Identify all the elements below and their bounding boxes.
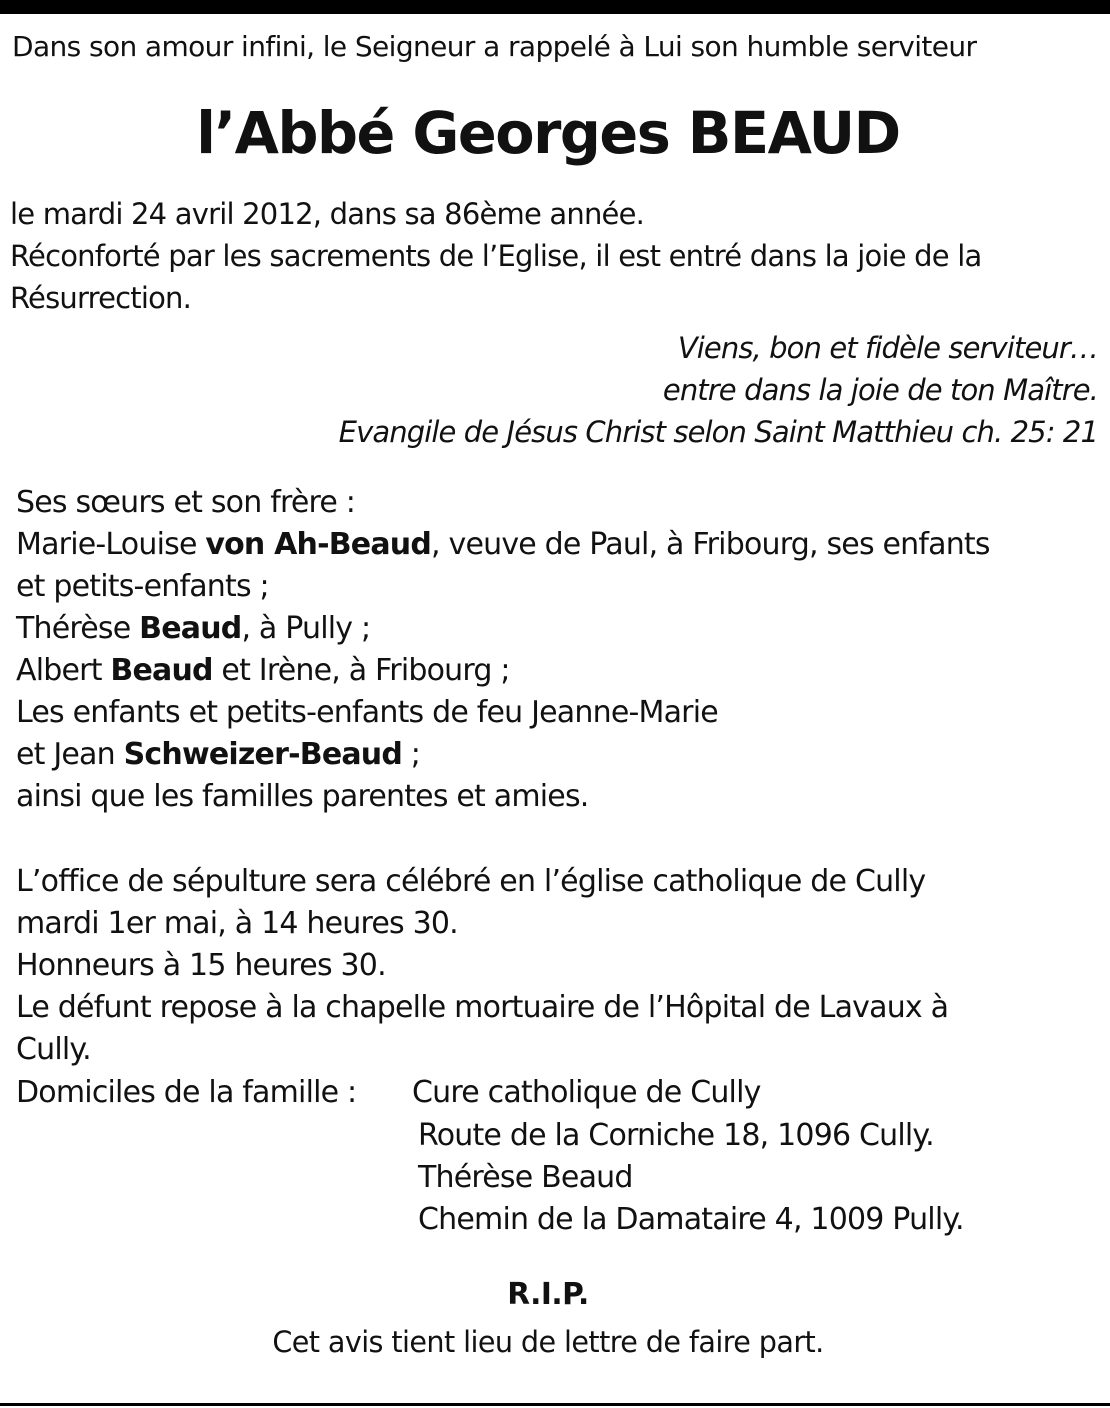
quote-line-1: Viens, bon et fidèle serviteur… (677, 331, 1098, 365)
family-member-line (16, 569, 269, 604)
address-line: Cure catholique de Cully (412, 1075, 761, 1110)
family-member-line (16, 779, 589, 814)
service-line: Le défunt repose à la chapelle mortuaire de l’Hôpital de Lavaux à (16, 990, 949, 1025)
member-text: ainsi que les familles parentes et amies. (16, 779, 589, 814)
service-line: L’office de sépulture sera célébré en l’église catholique de Cully (16, 864, 926, 899)
date-line: le mardi 24 avril 2012, dans sa 86ème année. (10, 197, 645, 231)
member-surname: Schweizer-Beaud (123, 737, 403, 772)
address-line: Route de la Corniche 18, 1096 Cully. (418, 1118, 934, 1153)
member-text: et Irène, à Fribourg ; (212, 653, 510, 688)
family-heading: Ses sœurs et son frère : (16, 485, 356, 520)
member-surname: Beaud (110, 653, 213, 688)
member-text: Marie-Louise (16, 527, 206, 562)
member-surname: Beaud (139, 611, 242, 646)
address-line: Chemin de la Damataire 4, 1009 Pully. (418, 1202, 964, 1237)
quote-source: Evangile de Jésus Christ selon Saint Matthieu ch. 25: 21 (338, 415, 1098, 449)
family-member-line (16, 527, 990, 562)
service-line: mardi 1er mai, à 14 heures 30. (16, 906, 458, 941)
family-member-line (16, 653, 510, 688)
sacrament-line-2: Résurrection. (10, 281, 192, 315)
deceased-name: l’Abbé Georges BEAUD (196, 99, 900, 167)
member-text: , veuve de Paul, à Fribourg, ses enfants (431, 527, 990, 562)
member-text: , à Pully ; (241, 611, 371, 646)
member-text: et petits-enfants ; (16, 569, 269, 604)
top-rule (0, 0, 1110, 14)
service-line: Cully. (16, 1032, 91, 1067)
sacrament-line-1: Réconforté par les sacrements de l’Eglise, il est entré dans la joie de la (10, 239, 982, 273)
member-surname: von Ah-Beaud (205, 527, 432, 562)
family-member-line (16, 695, 718, 730)
member-text: ; (402, 737, 421, 772)
family-member-line (16, 737, 421, 772)
domicile-label: Domiciles de la famille : (16, 1075, 357, 1110)
family-member-line (16, 611, 371, 646)
service-line: Honneurs à 15 heures 30. (16, 948, 386, 983)
address-line: Thérèse Beaud (418, 1160, 633, 1195)
intro-line: Dans son amour infini, le Seigneur a rappelé à Lui son humble serviteur (12, 30, 977, 63)
member-text: Thérèse (16, 611, 140, 646)
footer-note: Cet avis tient lieu de lettre de faire part. (272, 1325, 824, 1359)
bottom-rule (0, 1403, 1110, 1406)
rip-text: R.I.P. (507, 1277, 589, 1312)
quote-line-2: entre dans la joie de ton Maître. (662, 373, 1098, 407)
member-text: et Jean (16, 737, 124, 772)
member-text: Les enfants et petits-enfants de feu Jeanne-Marie (16, 695, 718, 730)
member-text: Albert (16, 653, 111, 688)
